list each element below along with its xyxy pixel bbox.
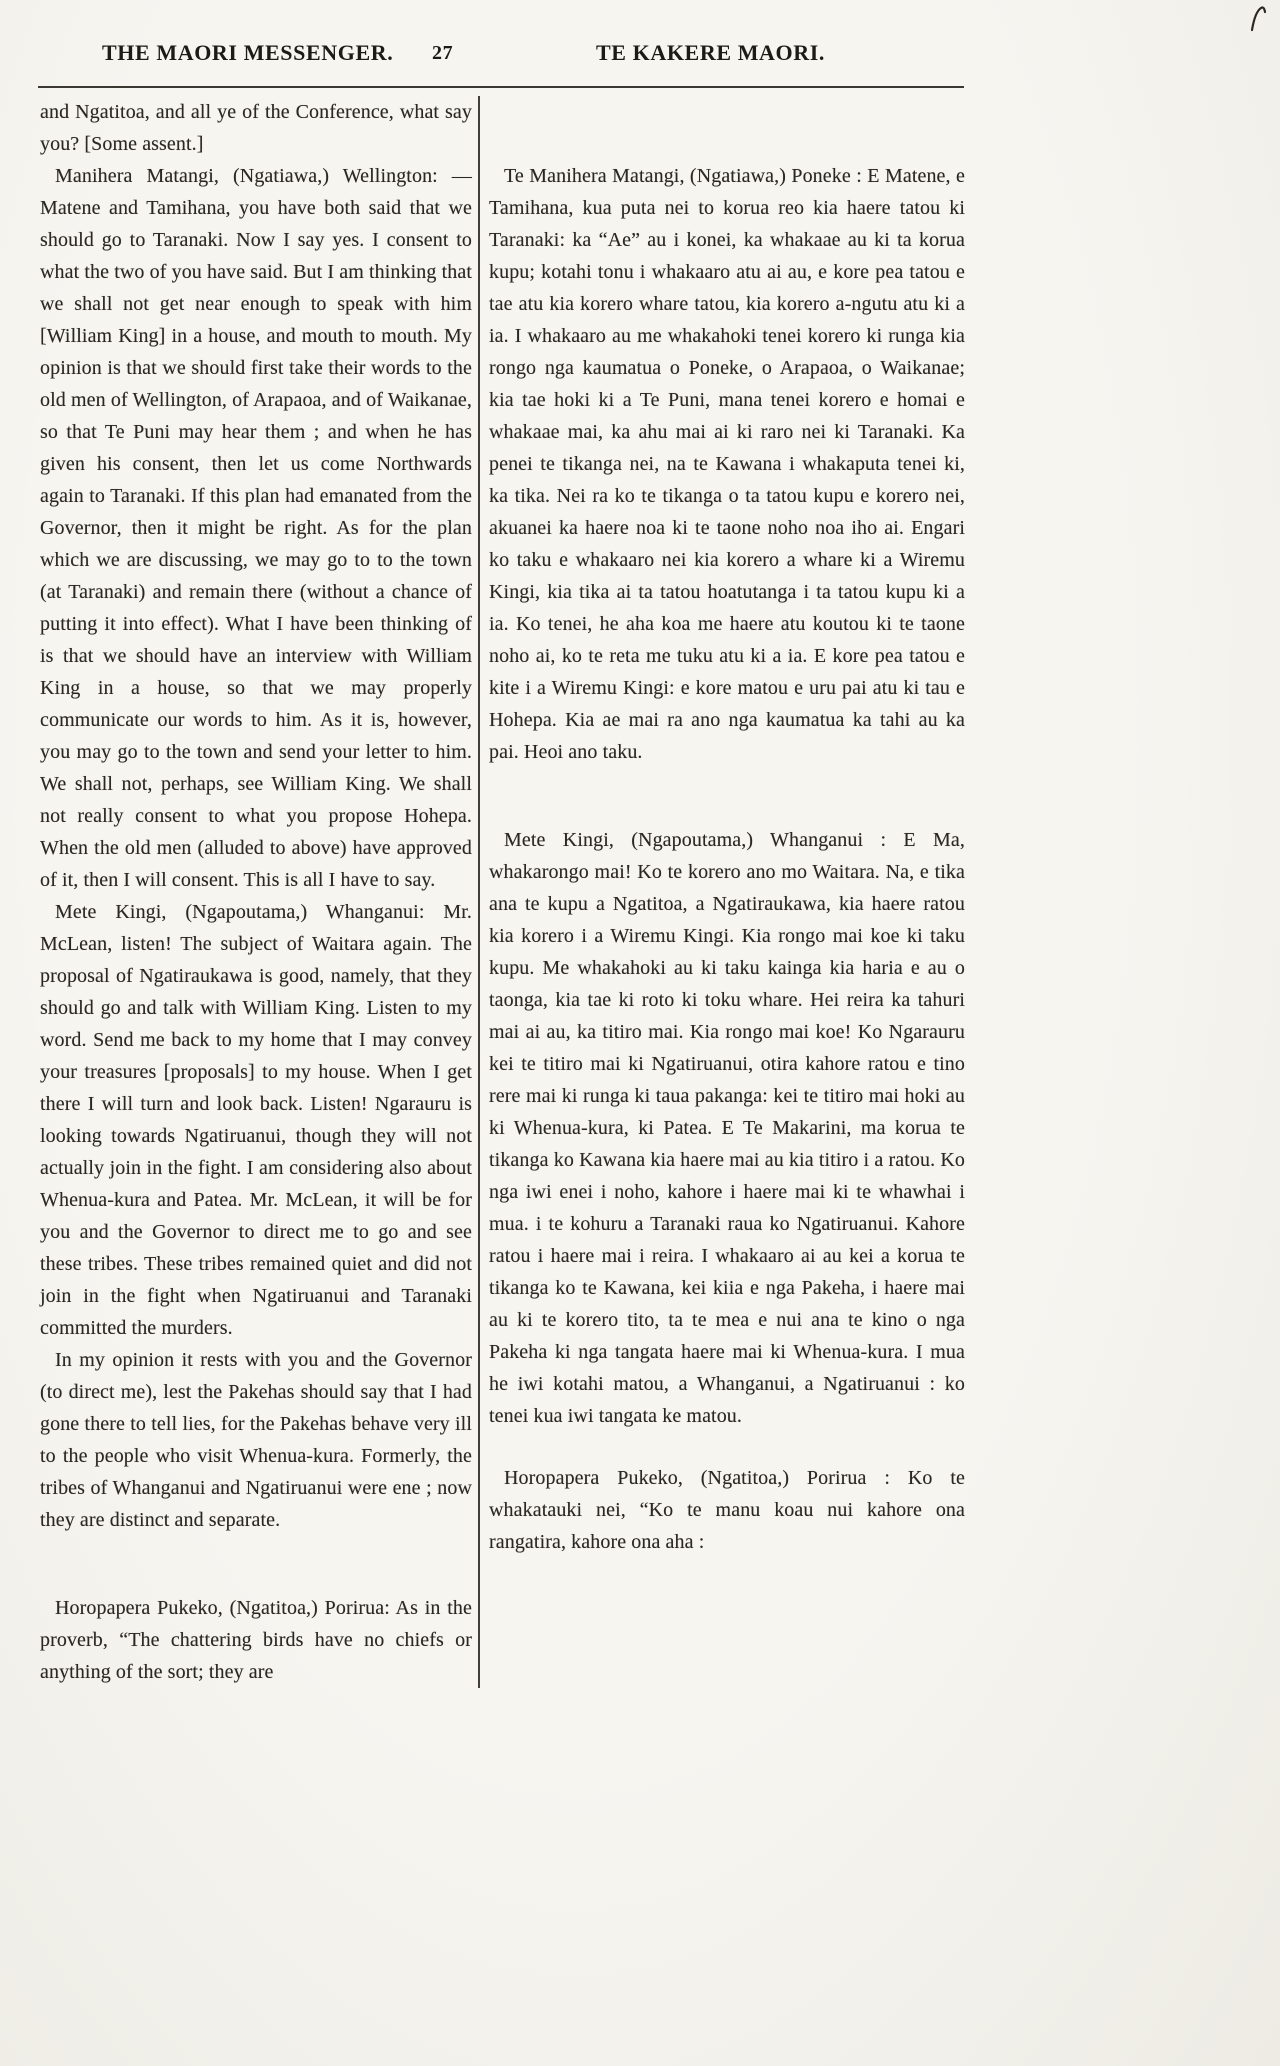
english-paragraph-mete-kingi: Mete Kingi, (Ngapoutama,) Whanganui: Mr. McLean, listen! The subject of Waitara again. The proposal of Ngatiraukawa is good, namely, that they should go and talk with William King. Listen to my word. Send me back to my home that I may convey your treasures [proposals] to my house. When I get there I will turn and look back. Listen! Ngarauru is looking towards Ngatiruanui, though they will not actually join in the fight. I am considering also about Whenua-kura and Patea. Mr. McLean, it will be for you and the Governor to direct me to go and see these tribes. These tribes remained quiet and did not join in the fight when Ngatiruanui and Taranaki committed the murders. <box>40 901 472 1339</box>
maori-column <box>489 96 965 1688</box>
column-divider-rule <box>478 96 480 1688</box>
maori-paragraph-horopapera-pukeko: Horopapera Pukeko, (Ngatitoa,) Porirua : Ko te whakatauki nei, “Ko te manu koau nui kahore ona rangatira, kahore ona aha : <box>489 1467 965 1553</box>
masthead-left-title: THE MAORI MESSENGER. <box>102 40 394 65</box>
ink-mark <box>1248 4 1270 34</box>
header-rule <box>38 86 964 88</box>
english-paragraph-continuation: and Ngatitoa, and all ye of the Conference, what say you? [Some assent.] <box>40 101 472 155</box>
maori-paragraph-te-manihera-matangi: Te Manihera Matangi, (Ngatiawa,) Poneke : E Matene, e Tamihana, kua puta nei to korua reo kia haere tatou ki Taranaki: ka “Ae” au i konei, ka whakaae au ki ta korua kupu; kotahi tonu i whakaaro atu ai au, e kore pea tatou e tae atu kia korero whare tatou, kia korero a-ngutu atu ki a ia. I whakaaro au me whakahoki tenei korero ki runga kia rongo nga kaumatua o Poneke, o Arapaoa, o Waikanae; kia tae hoki ki a Te Puni, mana tenei korero e homai e whakaae mai, ka ahu mai ai ki raro nei ki Taranaki. Ka penei te tikanga nei, na te Kawana i whakaputa tenei ki, ka tika. Nei ra ko te tikanga o ta tatou kupu e korero nei, akuanei ka haere noa ki te taone noho noa iho ai. Engari ko taku e whakaaro nei kia korero a whare ki a Wiremu Kingi, kia tika ai ta tatou hoatutanga i ta tatou kupu ki a ia. Ko tenei, he aha koa me haere atu koutou ki te taone noho ai, ko te reta me tuku atu ki a ia. E kore pea tatou e kite i a Wiremu Kingi: e kore matou e uru pai atu ki tau e Hohepa. Kia ae mai ra ano nga kaumatua ka tahi au ka pai. Heoi ano taku. <box>489 165 965 763</box>
english-paragraph-manihera-matangi: Manihera Matangi, (Ngatiawa,) Wellington: —Matene and Tamihana, you have both said that we should go to Taranaki. Now I say yes. I consent to what the two of you have said. But I am thinking that we shall not get near enough to speak with him [William King] in a house, and mouth to mouth. My opinion is that we should first take their words to the old men of Wellington, of Arapaoa, and of Waikanae, so that Te Puni may hear them ; and when he has given his consent, then let us come Northwards again to Taranaki. If this plan had emanated from the Governor, then it might be right. As for the plan which we are discussing, we may go to to the town (at Taranaki) and remain there (without a chance of putting it into effect). What I have been thinking of is that we should have an interview with William King in a house, so that we may properly communicate our words to him. As it is, however, you may go to the town and send your letter to him. We shall not, perhaps, see William King. We shall not really consent to what you propose Hohepa. When the old men (alluded to above) have approved of it, then I will consent. This is all I have to say. <box>40 165 472 891</box>
english-column <box>40 96 472 1688</box>
page-number: 27 <box>432 42 454 64</box>
masthead <box>40 40 964 74</box>
two-column-body <box>40 96 965 1688</box>
masthead-right-title: TE KAKERE MAORI. <box>596 40 826 65</box>
maori-paragraph-mete-kingi: Mete Kingi, (Ngapoutama,) Whanganui : E Ma, whakarongo mai! Ko te korero ano mo Waitara. Na, e tika ana te kupu a Ngatitoa, a Ngatiraukawa, kia haere ratou kia korero i a Wiremu Kingi. Kia rongo mai koe ki taku kupu. Me whakahoki au ki taku kainga kia haria e au o taonga, kia tae ki roto ki toku whare. Hei reira ka tahuri mai ai au, ka titiro mai. Kia rongo mai koe! Ko Ngarauru kei te titiro mai ki Ngatiruanui, otira kahore ratou e tino rere mai ki runga ki taua pakanga: kei te titiro mai hoki au ki Whenua-kura, ki Patea. E Te Makarini, ma korua te tikanga ko Kawana kia haere mai au kia titiro i a ratou. Ko nga iwi enei i noho, kahore i haere mai ki te whawhai i mua. i te kohuru a Taranaki raua ko Ngatiruanui. Kahore ratou i haere mai i reira. I whakaaro ai au kei a korua te tikanga ko te Kawana, kei kiia e nga Pakeha, i haere mai au ki te korero tito, ta te mea e nui ana te kino o nga Pakeha ki nga tangata haere mai ki Whenua-kura. I mua he iwi kotahi matou, a Whanganui, a Ngatiruanui : ko tenei kua iwi tangata ke matou. <box>489 829 965 1427</box>
english-paragraph-horopapera-pukeko: Horopapera Pukeko, (Ngatitoa,) Porirua: As in the proverb, “The chattering birds have no chiefs or anything of the sort; they are <box>40 1597 472 1683</box>
english-paragraph-opinion: In my opinion it rests with you and the Governor (to direct me), lest the Pakehas should say that I had gone there to tell lies, for the Pakehas behave very ill to the people who visit Whenua-kura. Formerly, the tribes of Whanganui and Ngatiruanui were ene ; now they are distinct and separate. <box>40 1349 472 1531</box>
